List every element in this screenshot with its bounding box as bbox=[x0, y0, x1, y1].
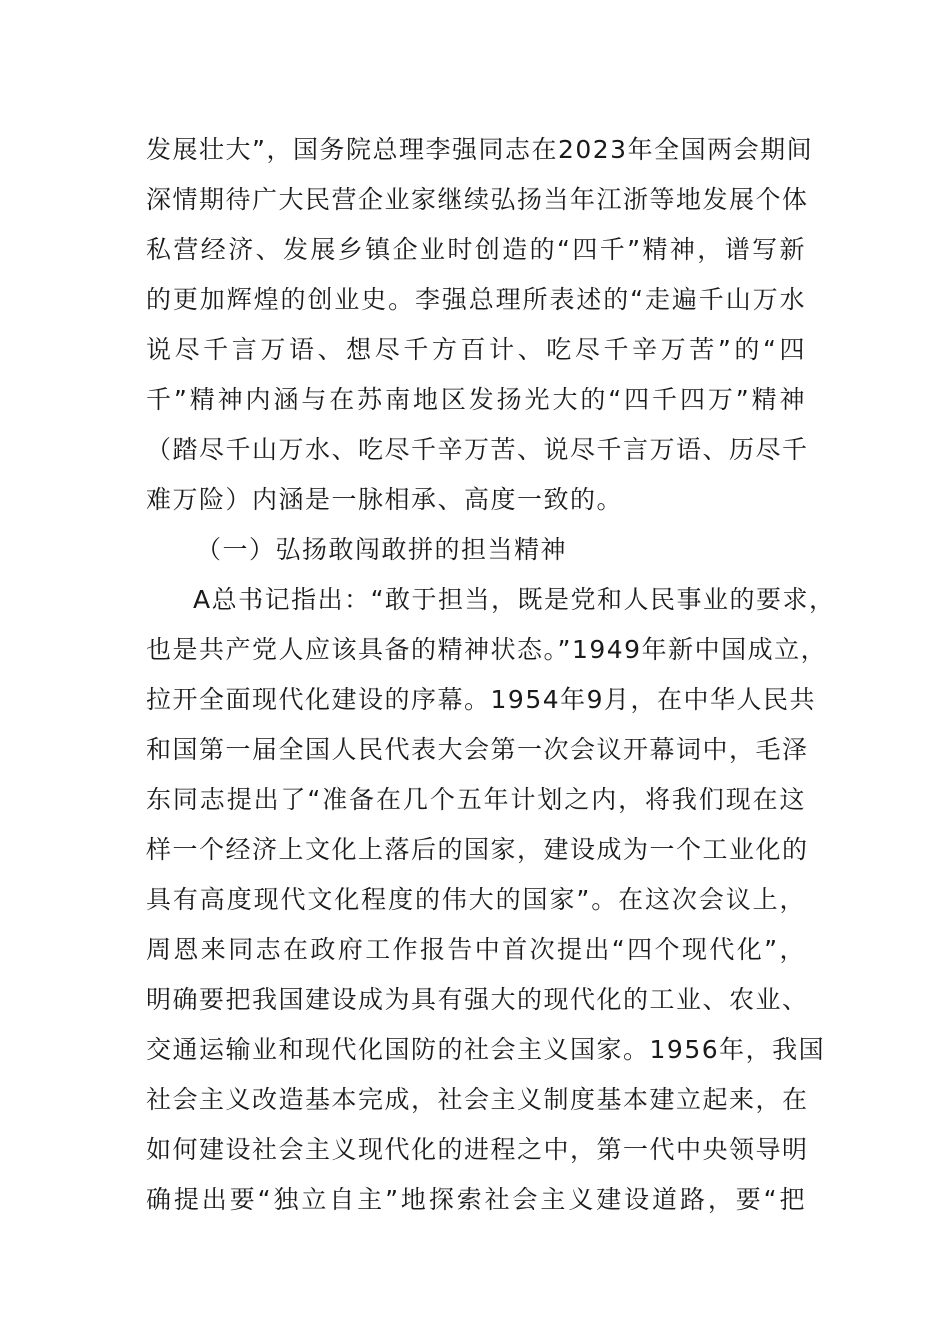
text-line-8: 难万险）内涵是一脉相承、高度一致的。 bbox=[146, 485, 624, 514]
text-line-13: 和国第一届全国人民代表大会第一次会议开幕词中，毛泽 bbox=[146, 735, 809, 764]
text-line-21: 如何建设社会主义现代化的进程之中，第一代中央领导明 bbox=[146, 1135, 809, 1164]
text-line-2: 深情期待广大民营企业家继续弘扬当年江浙等地发展个体 bbox=[146, 185, 809, 214]
text-line-11: 也是共产党人应该具备的精神状态。”1949年新中国成立， bbox=[146, 635, 828, 664]
text-line-22: 确提出要“独立自主”地探索社会主义建设道路，要“把 bbox=[146, 1185, 806, 1214]
text-line-18: 明确要把我国建设成为具有强大的现代化的工业、农业、 bbox=[146, 985, 809, 1014]
section-heading: （一）弘扬敢闯敢拼的担当精神 bbox=[196, 535, 568, 564]
text-line-3: 私营经济、发展乡镇企业时创造的“四千”精神，谱写新 bbox=[146, 235, 806, 264]
text-line-4: 的更加辉煌的创业史。李强总理所表述的“走遍千山万水 bbox=[146, 285, 806, 314]
text-line-1: 发展壮大”，国务院总理李强同志在2023年全国两会期间 bbox=[146, 135, 814, 164]
text-line-16: 具有高度现代文化程度的伟大的国家”。在这次会议上， bbox=[146, 885, 806, 914]
text-line-12: 拉开全面现代化建设的序幕。1954年9月，在中华人民共 bbox=[146, 685, 817, 714]
text-line-20: 社会主义改造基本完成，社会主义制度基本建立起来，在 bbox=[146, 1085, 809, 1114]
text-line-6: 千”精神内涵与在苏南地区发扬光大的“四千四万”精神 bbox=[146, 385, 806, 414]
text-line-17: 周恩来同志在政府工作报告中首次提出“四个现代化”， bbox=[146, 935, 806, 964]
text-line-5: 说尽千言万语、想尽千方百计、吃尽千辛万苦”的“四 bbox=[146, 335, 806, 364]
text-line-14: 东同志提出了“准备在几个五年计划之内，将我们现在这 bbox=[146, 785, 806, 814]
text-line-15: 样一个经济上文化上落后的国家，建设成为一个工业化的 bbox=[146, 835, 809, 864]
text-line-19: 交通运输业和现代化国防的社会主义国家。1956年，我国 bbox=[146, 1035, 826, 1064]
text-line-10: A总书记指出：“敢于担当，既是党和人民事业的要求， bbox=[193, 585, 836, 614]
text-line-7: （踏尽千山万水、吃尽千辛万苦、说尽千言万语、历尽千 bbox=[146, 435, 809, 464]
